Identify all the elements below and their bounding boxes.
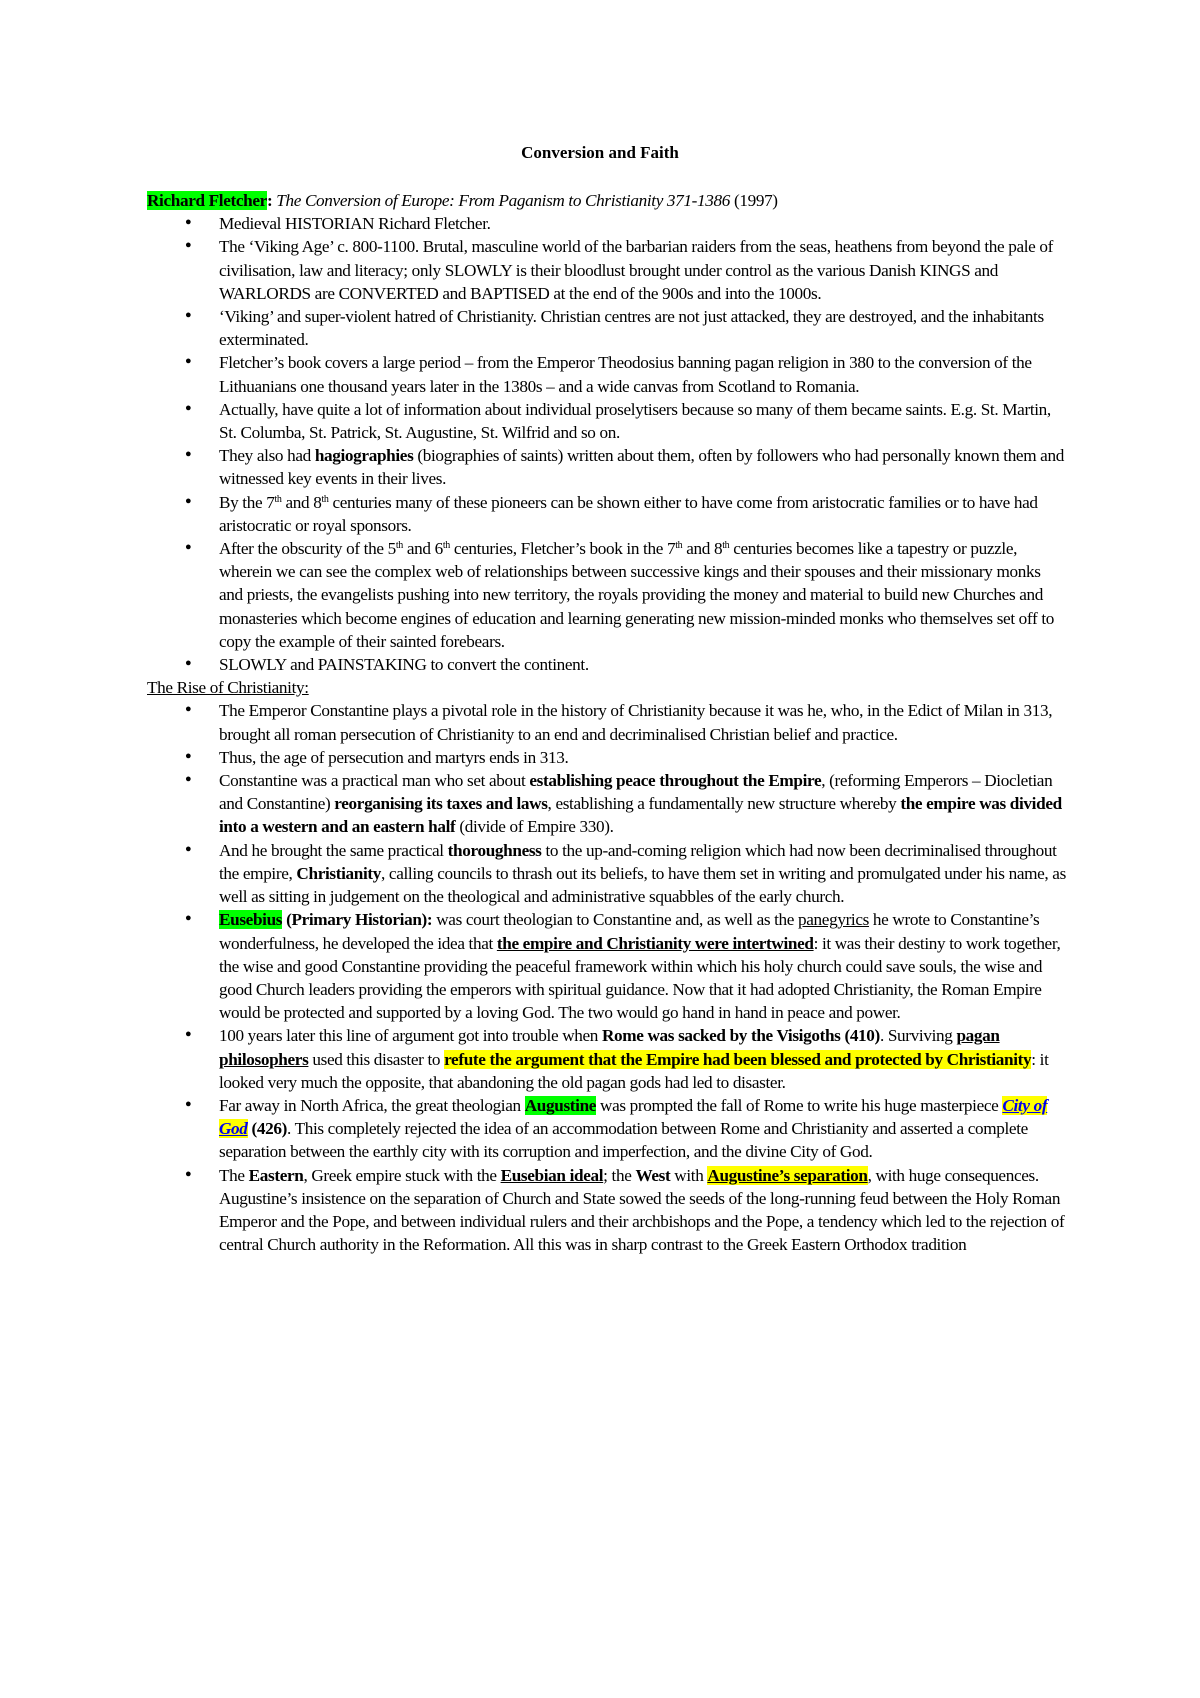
bullet-text: , (reforming Emperors – Diocletian and Constantine) [219, 771, 1053, 814]
highlighted-phrase: refute the argument that the Empire had been blessed and protected by Christianity [444, 1049, 1032, 1069]
ordinal-suffix: th [321, 493, 329, 505]
bold-phrase: thoroughness [447, 840, 542, 860]
list-item [147, 1024, 1067, 1094]
author-name: Richard Fletcher [147, 191, 267, 210]
highlighted-name: Eusebius [219, 910, 283, 930]
bullet-text: centuries, Fletcher’s book in the 7 [449, 539, 676, 559]
ordinal-suffix: th [274, 493, 282, 505]
bold-phrase: reorganising its taxes and laws [334, 794, 548, 814]
bold-underlined-phrase: Eusebian ideal [500, 1165, 604, 1185]
bullet-text: centuries becomes like a tapestry or puzzle, wherein we can see the complex web of relationships between successive kings and their spouses and their missionary monks and priests, the evangelists pushing into new territory, the royals providing the money and material to build new Churches and monasteries which become engines of education and learning generating new mission-minded monks who themselves set off to copy the example of their sainted forebears. [219, 539, 1054, 651]
bullet-text: By the 7 [219, 492, 275, 512]
document-body [147, 189, 1067, 1256]
intro-line [147, 189, 1067, 212]
bullet-text: The ‘Viking Age’ c. 800-1100. Brutal, masculine world of the barbarian raiders from the seas, heathens from beyond the pale of civilisation, law and literacy; only SLOWLY is their bloodlust brought under control as the various Danish KINGS and WARLORDS are CONVERTED and BAPTISED at the end of the 900s and into the 1000s. [219, 237, 1054, 303]
bullet-text: with [670, 1165, 708, 1185]
list-item [147, 351, 1067, 397]
author-colon: : [266, 191, 273, 210]
bullet-text: , Greek empire stuck with the [303, 1165, 501, 1185]
list-item [147, 537, 1067, 653]
bullet-text: SLOWLY and PAINSTAKING to convert the continent. [219, 655, 589, 675]
list-item [147, 699, 1067, 745]
bullet-text: (divide of Empire 330). [455, 817, 614, 837]
bullet-text: Medieval HISTORIAN Richard Fletcher. [219, 214, 491, 234]
bold-underlined-phrase: pagan philosophers [219, 1026, 1000, 1069]
list-item [147, 839, 1067, 909]
bullet-text: and 8 [682, 539, 723, 559]
highlighted-phrase: Augustine’s separation [707, 1165, 868, 1185]
list-item [147, 235, 1067, 305]
ordinal-suffix: th [722, 540, 730, 552]
bullet-text: , with huge consequences. Augustine’s insistence on the separation of Church and State sowed the seeds of the long-running feud between the Holy Roman Emperor and the Pope, and between individual rulers and their archbishops and the Pope, a tendency which led to the rejection of central Church authority in the Reformation. All this was in sharp contrast to the Greek Eastern Orthodox tradition [219, 1165, 1065, 1255]
bullet-text: used this disaster to [308, 1049, 445, 1069]
book-year: (1997) [730, 191, 778, 210]
bold-underlined-phrase: the empire and Christianity were intertwined [496, 933, 814, 953]
bold-phrase: West [635, 1165, 671, 1185]
ordinal-suffix: th [442, 540, 450, 552]
underlined-term: panegyrics [798, 910, 869, 930]
list-item [147, 305, 1067, 351]
bullet-text: was prompted the fall of Rome to write his huge masterpiece [596, 1095, 1003, 1115]
highlighted-name: Augustine [524, 1095, 597, 1115]
ordinal-suffix: th [395, 540, 403, 552]
bullet-text: After the obscurity of the 5 [219, 539, 396, 559]
bold-phrase: the empire was divided into a western and an eastern half [219, 794, 1062, 837]
rise-list [147, 699, 1067, 1256]
bullet-text: . This completely rejected the idea of an accommodation between Rome and Christianity and asserted a complete separation between the earthly city with its corruption and imperfection, and the divine City of God. [219, 1119, 1028, 1162]
document-title: Conversion and Faith [521, 143, 679, 162]
list-item [147, 653, 1067, 676]
bullet-text: (biographies of saints) written about them, often by followers who had personally known them and witnessed key events in their lives. [219, 446, 1064, 489]
list-item [147, 746, 1067, 769]
list-item [147, 491, 1067, 537]
bullet-text: , establishing a fundamentally new structure whereby [547, 794, 901, 814]
bullet-text: and 8 [281, 492, 322, 512]
bullet-text: : it was their destiny to work together, the wise and good Constantine providing the peaceful framework within which his holy church could save souls, the wise and good Church leaders providing the emperors with spiritual guidance. Now that it had adopted Christianity, the Roman Empire would be protected and supported by a loving God. The two would go hand in hand in peace and power. [219, 933, 1061, 1023]
list-item [147, 908, 1067, 1024]
list-item [147, 1164, 1067, 1257]
bold-phrase: establishing peace throughout the Empire [529, 771, 822, 791]
book-title: The Conversion of Europe: From Paganism to Christianity 371-1386 [276, 191, 731, 210]
list-item [147, 212, 1067, 235]
bullet-text: was court theologian to Constantine and, as well as the [432, 910, 799, 930]
list-item [147, 398, 1067, 444]
list-item [147, 769, 1067, 839]
bullet-text: and 6 [402, 539, 443, 559]
bold-phrase: (426) [247, 1119, 287, 1139]
bold-phrase: Eastern [248, 1165, 304, 1185]
bullet-text: And he brought the same practical [219, 840, 448, 860]
bold-term: hagiographies [314, 446, 414, 466]
bullet-text: 100 years later this line of argument got into trouble when [219, 1026, 602, 1046]
bold-phrase: Christianity [296, 863, 382, 883]
bullet-text: he wrote to Constantine’s wonderfulness, he developed the idea that [219, 910, 1040, 953]
ordinal-suffix: th [675, 540, 683, 552]
bold-phrase: (Primary Historian): [282, 910, 433, 930]
list-item [147, 1094, 1067, 1164]
bullet-text: to the up-and-coming religion which had now been decriminalised throughout the empire, [219, 840, 1057, 883]
bullet-text: ‘Viking’ and super-violent hatred of Christianity. Christian centres are not just attacked, they are destroyed, and the inhabitants exterminated. [219, 307, 1044, 350]
bullet-text: : it looked very much the opposite, that abandoning the old pagan gods had led to disaster. [219, 1049, 1049, 1092]
bullet-text: ; the [603, 1165, 636, 1185]
bullet-text: They also had [219, 446, 315, 466]
list-item [147, 444, 1067, 490]
book-link[interactable]: City of God [219, 1095, 1048, 1139]
bullet-text: Constantine was a practical man who set about [219, 771, 530, 791]
bullet-text: . Surviving [879, 1026, 957, 1046]
bullet-text: The [219, 1165, 249, 1185]
bullet-text: , calling councils to thrash out its beliefs, to have them set in writing and promulgated under his name, as well as sitting in judgement on the theological and administrative squabbles of the early church. [219, 863, 1066, 907]
bullet-text: Fletcher’s book covers a large period – from the Emperor Theodosius banning pagan religion in 380 to the conversion of the Lithuanians one thousand years later in the 1380s – and a wide canvas from Scotland to Romania. [219, 353, 1032, 396]
bullet-text: The Emperor Constantine plays a pivotal role in the history of Christianity because it was he, who, in the Edict of Milan in 313, brought all roman persecution of Christianity to an end and decriminalised Christian belief and practice. [219, 701, 1053, 744]
bullet-text: Far away in North Africa, the great theologian [219, 1095, 525, 1115]
section-heading: The Rise of Christianity: [147, 678, 309, 698]
bullet-text: centuries many of these pioneers can be shown either to have come from aristocratic families or to have had aristocratic or royal sponsors. [219, 492, 1038, 535]
bullet-text: Thus, the age of persecution and martyrs ends in 313. [219, 747, 569, 767]
bold-phrase: Rome was sacked by the Visigoths (410) [601, 1026, 880, 1046]
bullet-text: Actually, have quite a lot of information about individual proselytisers because so many of them became saints. E.g. St. Martin, St. Columba, St. Patrick, St. Augustine, St. Wilfrid and so on. [219, 399, 1051, 443]
fletcher-list [147, 212, 1067, 676]
